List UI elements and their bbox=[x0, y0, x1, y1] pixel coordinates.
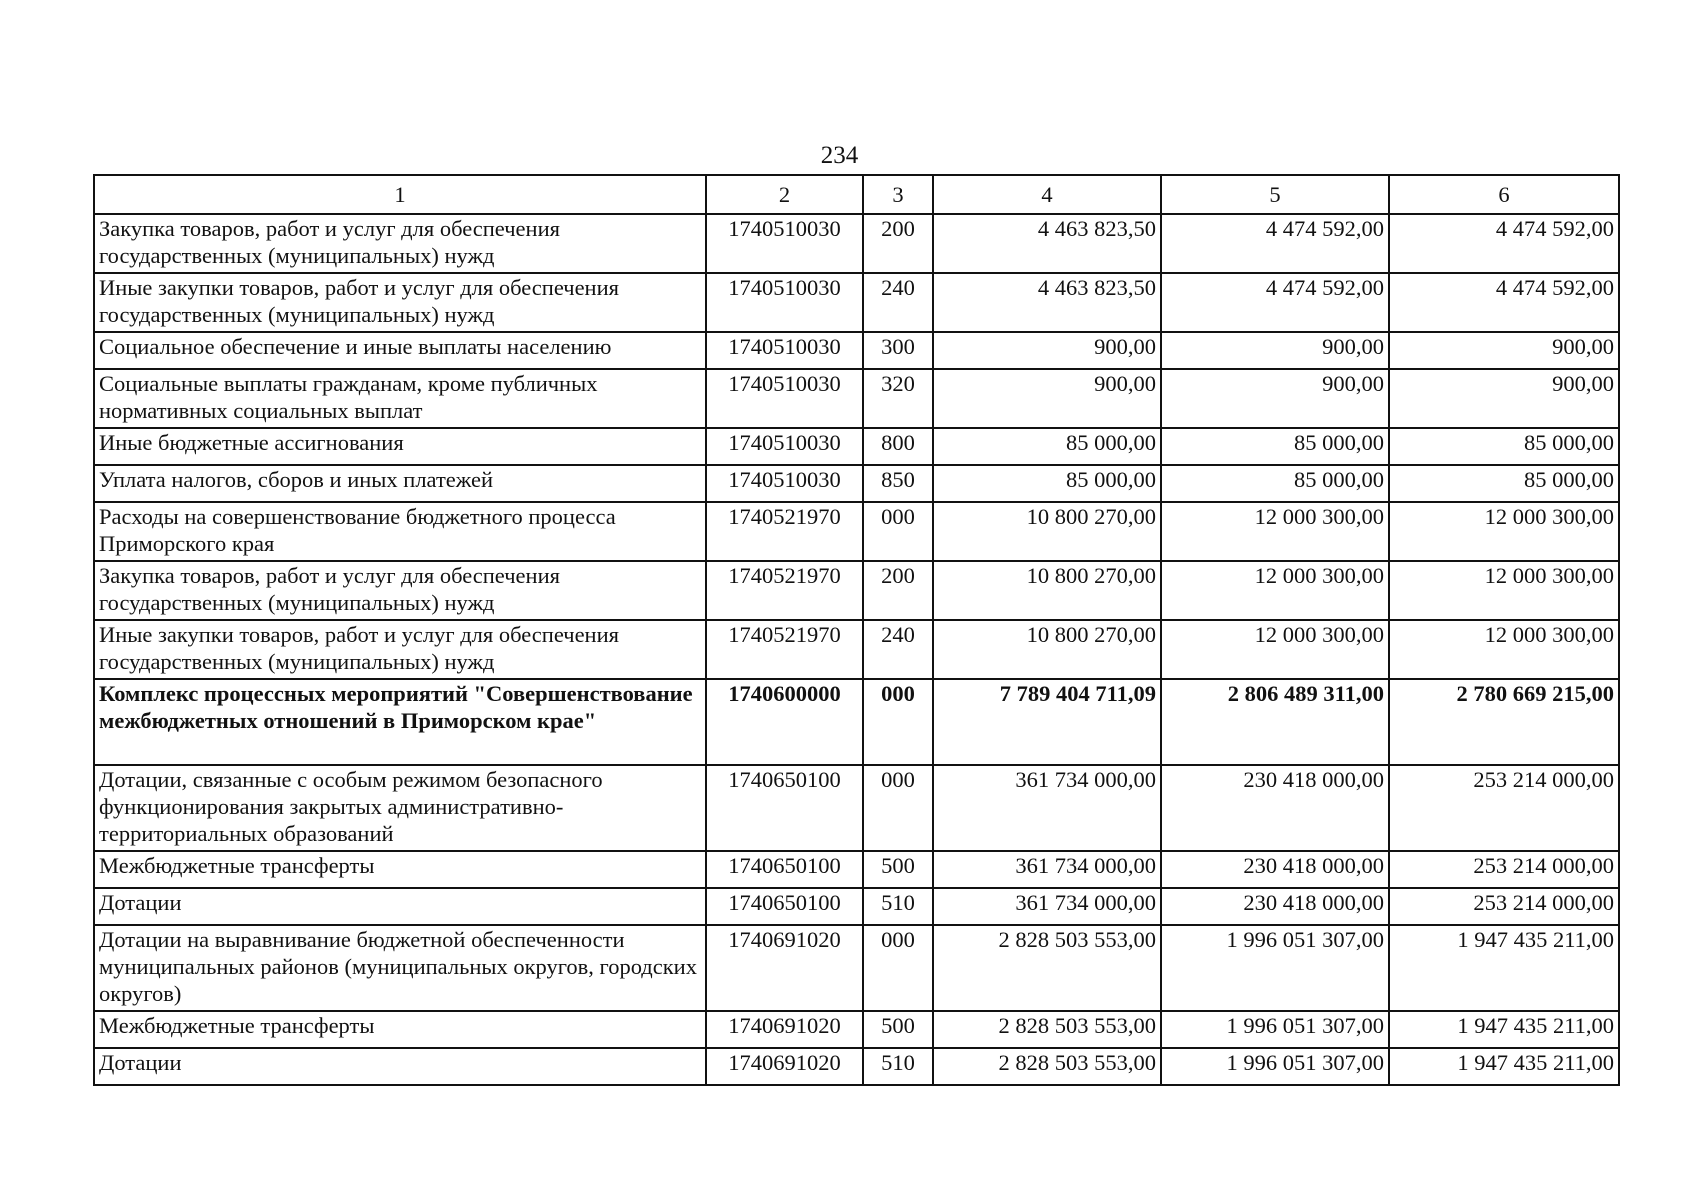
header-row bbox=[94, 175, 1619, 214]
header-col-5: 5 bbox=[1161, 175, 1389, 214]
row-kind-cell: 000 bbox=[863, 679, 933, 765]
row-name-cell: Закупка товаров, работ и услуг для обеспечения государственных (муниципальных) нужд bbox=[94, 561, 706, 620]
row-kind-cell: 800 bbox=[863, 428, 933, 465]
row-name-cell: Закупка товаров, работ и услуг для обеспечения государственных (муниципальных) нужд bbox=[94, 214, 706, 273]
row-amount-col6: 253 214 000,00 bbox=[1389, 851, 1619, 888]
budget-table bbox=[93, 174, 1620, 1086]
row-amount-col4: 85 000,00 bbox=[933, 465, 1161, 502]
row-amount-col6: 1 947 435 211,00 bbox=[1389, 925, 1619, 1011]
row-amount-col6: 12 000 300,00 bbox=[1389, 561, 1619, 620]
row-amount-col4: 900,00 bbox=[933, 332, 1161, 369]
row-amount-col4: 10 800 270,00 bbox=[933, 561, 1161, 620]
row-code-cell: 1740510030 bbox=[706, 428, 863, 465]
row-amount-col6: 253 214 000,00 bbox=[1389, 765, 1619, 851]
row-amount-col4: 361 734 000,00 bbox=[933, 765, 1161, 851]
row-kind-cell: 510 bbox=[863, 1048, 933, 1085]
row-code-cell: 1740650100 bbox=[706, 888, 863, 925]
row-kind-cell: 200 bbox=[863, 561, 933, 620]
row-code-cell: 1740691020 bbox=[706, 1011, 863, 1048]
row-amount-col5: 230 418 000,00 bbox=[1161, 888, 1389, 925]
row-name-cell: Дотации bbox=[94, 888, 706, 925]
row-name-cell: Межбюджетные трансферты bbox=[94, 1011, 706, 1048]
row-name-cell: Иные закупки товаров, работ и услуг для обеспечения государственных (муниципальных) нужд bbox=[94, 273, 706, 332]
row-kind-cell: 240 bbox=[863, 273, 933, 332]
row-amount-col4: 85 000,00 bbox=[933, 428, 1161, 465]
row-amount-col6: 900,00 bbox=[1389, 332, 1619, 369]
page-number: 234 bbox=[820, 142, 859, 169]
row-amount-col6: 85 000,00 bbox=[1389, 428, 1619, 465]
row-amount-col4: 2 828 503 553,00 bbox=[933, 1048, 1161, 1085]
row-name-cell: Расходы на совершенствование бюджетного процесса Приморского края bbox=[94, 502, 706, 561]
row-amount-col4: 361 734 000,00 bbox=[933, 851, 1161, 888]
row-code-cell: 1740510030 bbox=[706, 273, 863, 332]
row-code-cell: 1740650100 bbox=[706, 851, 863, 888]
table-row bbox=[94, 332, 1619, 369]
row-kind-cell: 500 bbox=[863, 851, 933, 888]
row-amount-col5: 900,00 bbox=[1161, 332, 1389, 369]
row-code-cell: 1740521970 bbox=[706, 620, 863, 679]
row-code-cell: 1740600000 bbox=[706, 679, 863, 765]
row-amount-col6: 1 947 435 211,00 bbox=[1389, 1011, 1619, 1048]
table-row bbox=[94, 502, 1619, 561]
row-amount-col6: 4 474 592,00 bbox=[1389, 273, 1619, 332]
row-amount-col5: 1 996 051 307,00 bbox=[1161, 1048, 1389, 1085]
row-amount-col6: 4 474 592,00 bbox=[1389, 214, 1619, 273]
row-amount-col5: 12 000 300,00 bbox=[1161, 561, 1389, 620]
table-row bbox=[94, 765, 1619, 851]
row-amount-col5: 4 474 592,00 bbox=[1161, 214, 1389, 273]
row-kind-cell: 850 bbox=[863, 465, 933, 502]
row-amount-col5: 900,00 bbox=[1161, 369, 1389, 428]
header-col-3: 3 bbox=[863, 175, 933, 214]
row-amount-col6: 1 947 435 211,00 bbox=[1389, 1048, 1619, 1085]
row-name-cell: Социальные выплаты гражданам, кроме публичных нормативных социальных выплат bbox=[94, 369, 706, 428]
table-row bbox=[94, 369, 1619, 428]
table-row bbox=[94, 273, 1619, 332]
row-name-cell: Дотации на выравнивание бюджетной обеспеченности муниципальных районов (муниципальных округов, городских округов) bbox=[94, 925, 706, 1011]
row-name-cell: Иные закупки товаров, работ и услуг для обеспечения государственных (муниципальных) нужд bbox=[94, 620, 706, 679]
row-code-cell: 1740691020 bbox=[706, 925, 863, 1011]
row-amount-col6: 253 214 000,00 bbox=[1389, 888, 1619, 925]
row-amount-col4: 900,00 bbox=[933, 369, 1161, 428]
table-row bbox=[94, 465, 1619, 502]
row-kind-cell: 240 bbox=[863, 620, 933, 679]
row-name-cell: Комплекс процессных мероприятий "Совершенствование межбюджетных отношений в Приморском крае" bbox=[94, 679, 706, 765]
row-amount-col6: 85 000,00 bbox=[1389, 465, 1619, 502]
header-col-2: 2 bbox=[706, 175, 863, 214]
row-amount-col4: 4 463 823,50 bbox=[933, 273, 1161, 332]
table-row bbox=[94, 561, 1619, 620]
row-amount-col6: 12 000 300,00 bbox=[1389, 502, 1619, 561]
row-amount-col5: 1 996 051 307,00 bbox=[1161, 1011, 1389, 1048]
row-code-cell: 1740521970 bbox=[706, 561, 863, 620]
row-name-cell: Иные бюджетные ассигнования bbox=[94, 428, 706, 465]
row-kind-cell: 320 bbox=[863, 369, 933, 428]
row-code-cell: 1740510030 bbox=[706, 369, 863, 428]
row-name-cell: Межбюджетные трансферты bbox=[94, 851, 706, 888]
row-kind-cell: 000 bbox=[863, 925, 933, 1011]
table-row bbox=[94, 620, 1619, 679]
header-col-1: 1 bbox=[94, 175, 706, 214]
row-code-cell: 1740691020 bbox=[706, 1048, 863, 1085]
table-row bbox=[94, 1048, 1619, 1085]
table-row bbox=[94, 851, 1619, 888]
row-name-cell: Уплата налогов, сборов и иных платежей bbox=[94, 465, 706, 502]
row-code-cell: 1740510030 bbox=[706, 332, 863, 369]
row-kind-cell: 000 bbox=[863, 502, 933, 561]
table-row bbox=[94, 925, 1619, 1011]
row-amount-col4: 10 800 270,00 bbox=[933, 620, 1161, 679]
row-amount-col4: 2 828 503 553,00 bbox=[933, 925, 1161, 1011]
row-amount-col4: 4 463 823,50 bbox=[933, 214, 1161, 273]
row-amount-col4: 7 789 404 711,09 bbox=[933, 679, 1161, 765]
row-amount-col5: 4 474 592,00 bbox=[1161, 273, 1389, 332]
row-name-cell: Социальное обеспечение и иные выплаты населению bbox=[94, 332, 706, 369]
row-amount-col5: 2 806 489 311,00 bbox=[1161, 679, 1389, 765]
row-name-cell: Дотации, связанные с особым режимом безопасного функционирования закрытых административно-территориальных образований bbox=[94, 765, 706, 851]
row-kind-cell: 500 bbox=[863, 1011, 933, 1048]
row-code-cell: 1740650100 bbox=[706, 765, 863, 851]
table-row bbox=[94, 888, 1619, 925]
row-code-cell: 1740521970 bbox=[706, 502, 863, 561]
row-kind-cell: 300 bbox=[863, 332, 933, 369]
table-row bbox=[94, 1011, 1619, 1048]
row-kind-cell: 000 bbox=[863, 765, 933, 851]
row-amount-col5: 12 000 300,00 bbox=[1161, 620, 1389, 679]
row-amount-col6: 12 000 300,00 bbox=[1389, 620, 1619, 679]
row-kind-cell: 510 bbox=[863, 888, 933, 925]
table-row bbox=[94, 214, 1619, 273]
row-amount-col5: 230 418 000,00 bbox=[1161, 851, 1389, 888]
row-amount-col5: 85 000,00 bbox=[1161, 465, 1389, 502]
row-amount-col5: 230 418 000,00 bbox=[1161, 765, 1389, 851]
table-row bbox=[94, 679, 1619, 765]
header-col-4: 4 bbox=[933, 175, 1161, 214]
row-amount-col4: 361 734 000,00 bbox=[933, 888, 1161, 925]
table-header bbox=[94, 175, 1619, 214]
row-amount-col6: 900,00 bbox=[1389, 369, 1619, 428]
row-amount-col5: 12 000 300,00 bbox=[1161, 502, 1389, 561]
row-amount-col5: 1 996 051 307,00 bbox=[1161, 925, 1389, 1011]
row-kind-cell: 200 bbox=[863, 214, 933, 273]
row-code-cell: 1740510030 bbox=[706, 214, 863, 273]
row-code-cell: 1740510030 bbox=[706, 465, 863, 502]
table-body bbox=[94, 214, 1619, 1085]
row-name-cell: Дотации bbox=[94, 1048, 706, 1085]
row-amount-col4: 2 828 503 553,00 bbox=[933, 1011, 1161, 1048]
row-amount-col6: 2 780 669 215,00 bbox=[1389, 679, 1619, 765]
row-amount-col5: 85 000,00 bbox=[1161, 428, 1389, 465]
row-amount-col4: 10 800 270,00 bbox=[933, 502, 1161, 561]
table-row bbox=[94, 428, 1619, 465]
header-col-6: 6 bbox=[1389, 175, 1619, 214]
